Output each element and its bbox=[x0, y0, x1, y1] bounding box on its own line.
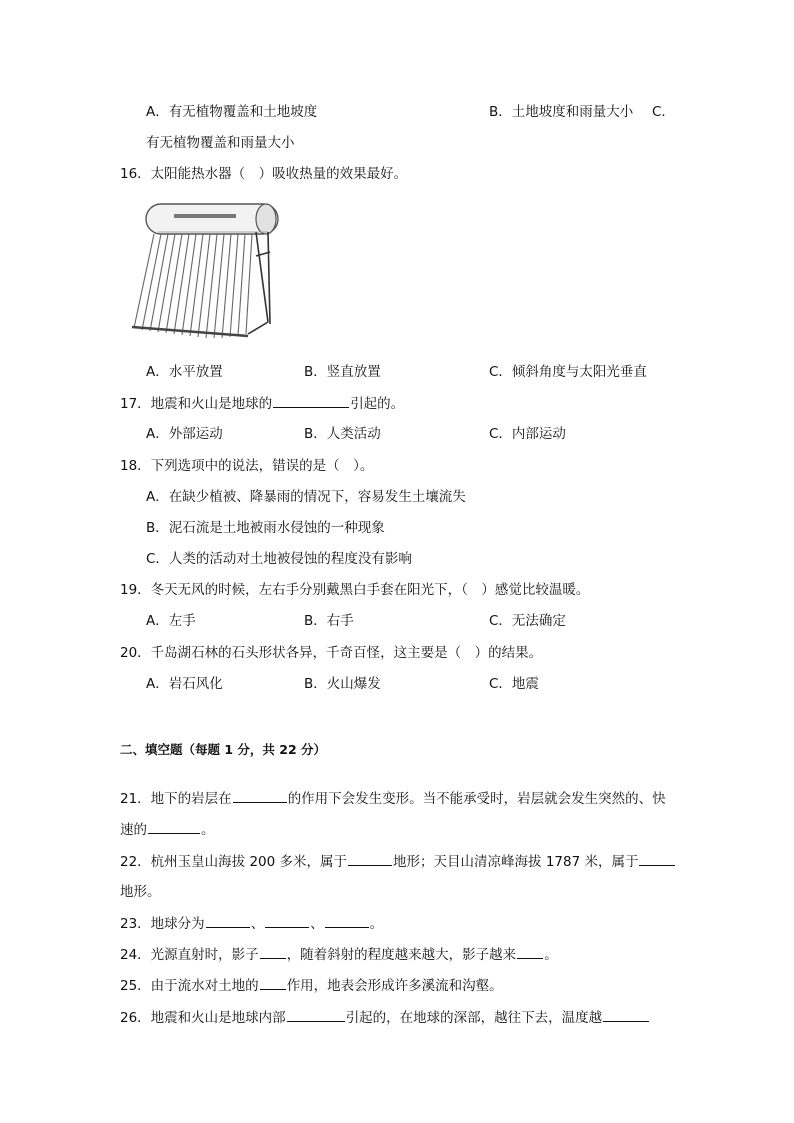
q24-end: 。 bbox=[544, 947, 558, 963]
q15-option-c-text: 有无植物覆盖和雨量大小 bbox=[146, 135, 295, 151]
q24-part1: 24．光源直射时，影子 bbox=[120, 947, 259, 963]
q21-part1: 21．地下的岩层在 bbox=[120, 791, 232, 807]
q25-part1: 25．由于流水对土地的 bbox=[120, 978, 259, 994]
q23-blank-1[interactable] bbox=[206, 913, 250, 928]
q15-option-c-label: C． bbox=[652, 104, 675, 120]
q21-line2 bbox=[120, 819, 215, 840]
solar-water-heater-image bbox=[128, 196, 280, 342]
q26-part2: 引起的，在地球的深部，越往下去，温度越 bbox=[345, 1010, 603, 1026]
q24-blank-2[interactable] bbox=[517, 944, 543, 959]
q23-line bbox=[120, 913, 383, 934]
q25-part2: 作用，地表会形成许多溪流和沟壑。 bbox=[286, 978, 503, 994]
q16-option-a: A．水平放置 bbox=[146, 364, 223, 380]
q15-option-b: B．土地坡度和雨量大小 bbox=[489, 104, 634, 120]
q21-part3: 速的 bbox=[120, 822, 147, 838]
q17-answer-blank[interactable] bbox=[273, 393, 349, 408]
q24-part2: ，随着斜射的程度越来越大，影子越来 bbox=[286, 947, 517, 963]
q22-line1 bbox=[120, 851, 676, 872]
q20-option-a: A．岩石风化 bbox=[146, 676, 223, 692]
q20-option-b: B．火山爆发 bbox=[304, 676, 381, 692]
q21-line1 bbox=[120, 788, 666, 809]
q23-sep2: 、 bbox=[310, 916, 324, 932]
q17-stem-post: 引起的。 bbox=[350, 396, 405, 412]
q25-blank[interactable] bbox=[260, 975, 286, 990]
q26-line bbox=[120, 1007, 650, 1028]
q20-option-c: C．地震 bbox=[489, 676, 539, 692]
q20-stem: 20．千岛湖石林的石头形状各异，千奇百怪，这主要是（ ）的结果。 bbox=[120, 645, 543, 661]
q19-option-a: A．左手 bbox=[146, 613, 196, 629]
q21-part2: 的作用下会发生变形。当不能承受时，岩层就会发生突然的、快 bbox=[287, 791, 666, 807]
q18-option-b: B．泥石流是土地被雨水侵蚀的一种现象 bbox=[146, 520, 385, 536]
q17-option-c: C．内部运动 bbox=[489, 426, 566, 442]
q15-option-a: A．有无植物覆盖和土地坡度 bbox=[146, 104, 318, 120]
q17-option-a: A．外部运动 bbox=[146, 426, 223, 442]
q16-option-c: C．倾斜角度与太阳光垂直 bbox=[489, 364, 647, 380]
q23-part1: 23．地球分为 bbox=[120, 916, 205, 932]
q18-stem: 18．下列选项中的说法，错误的是（ ）。 bbox=[120, 458, 374, 474]
q19-stem: 19．冬天无风的时候，左右手分别戴黑白手套在阳光下，（ ）感觉比较温暖。 bbox=[120, 582, 590, 598]
q24-line bbox=[120, 944, 558, 965]
q22-blank-1[interactable] bbox=[348, 851, 392, 866]
q17-option-b: B．人类活动 bbox=[304, 426, 381, 442]
q23-end: 。 bbox=[369, 916, 384, 932]
q22-part1: 22．杭州玉皇山海拔 200 多米，属于 bbox=[120, 854, 348, 870]
q24-blank-1[interactable] bbox=[260, 944, 286, 959]
q26-part1: 26．地震和火山是地球内部 bbox=[120, 1010, 286, 1026]
q22-part2: 地形；天目山清凉峰海拔 1787 米，属于 bbox=[393, 854, 639, 870]
q22-blank-2[interactable] bbox=[639, 851, 675, 866]
q26-blank-1[interactable] bbox=[287, 1007, 345, 1022]
q21-part4: 。 bbox=[201, 822, 215, 838]
q25-line bbox=[120, 975, 503, 996]
q17-stem-pre: 17．地震和火山是地球的 bbox=[120, 396, 273, 412]
q21-blank-2[interactable] bbox=[148, 819, 200, 834]
q16-option-b: B．竖直放置 bbox=[304, 364, 381, 380]
q19-option-b: B．右手 bbox=[304, 613, 354, 629]
q17-stem bbox=[120, 393, 404, 414]
section-2-title: 二、填空题（每题 1 分，共 22 分） bbox=[120, 742, 327, 757]
q23-sep1: 、 bbox=[250, 916, 265, 932]
q18-option-a: A．在缺少植被、降暴雨的情况下，容易发生土壤流失 bbox=[146, 489, 466, 505]
q23-blank-3[interactable] bbox=[325, 913, 369, 928]
q19-option-c: C．无法确定 bbox=[489, 613, 566, 629]
q22-part3: 地形。 bbox=[120, 884, 161, 900]
q26-blank-2[interactable] bbox=[603, 1007, 649, 1022]
q18-option-c: C．人类的活动对土地被侵蚀的程度没有影响 bbox=[146, 551, 412, 567]
q21-blank-1[interactable] bbox=[233, 788, 287, 803]
q16-stem: 16．太阳能热水器（ ）吸收热量的效果最好。 bbox=[120, 166, 408, 182]
q23-blank-2[interactable] bbox=[265, 913, 309, 928]
